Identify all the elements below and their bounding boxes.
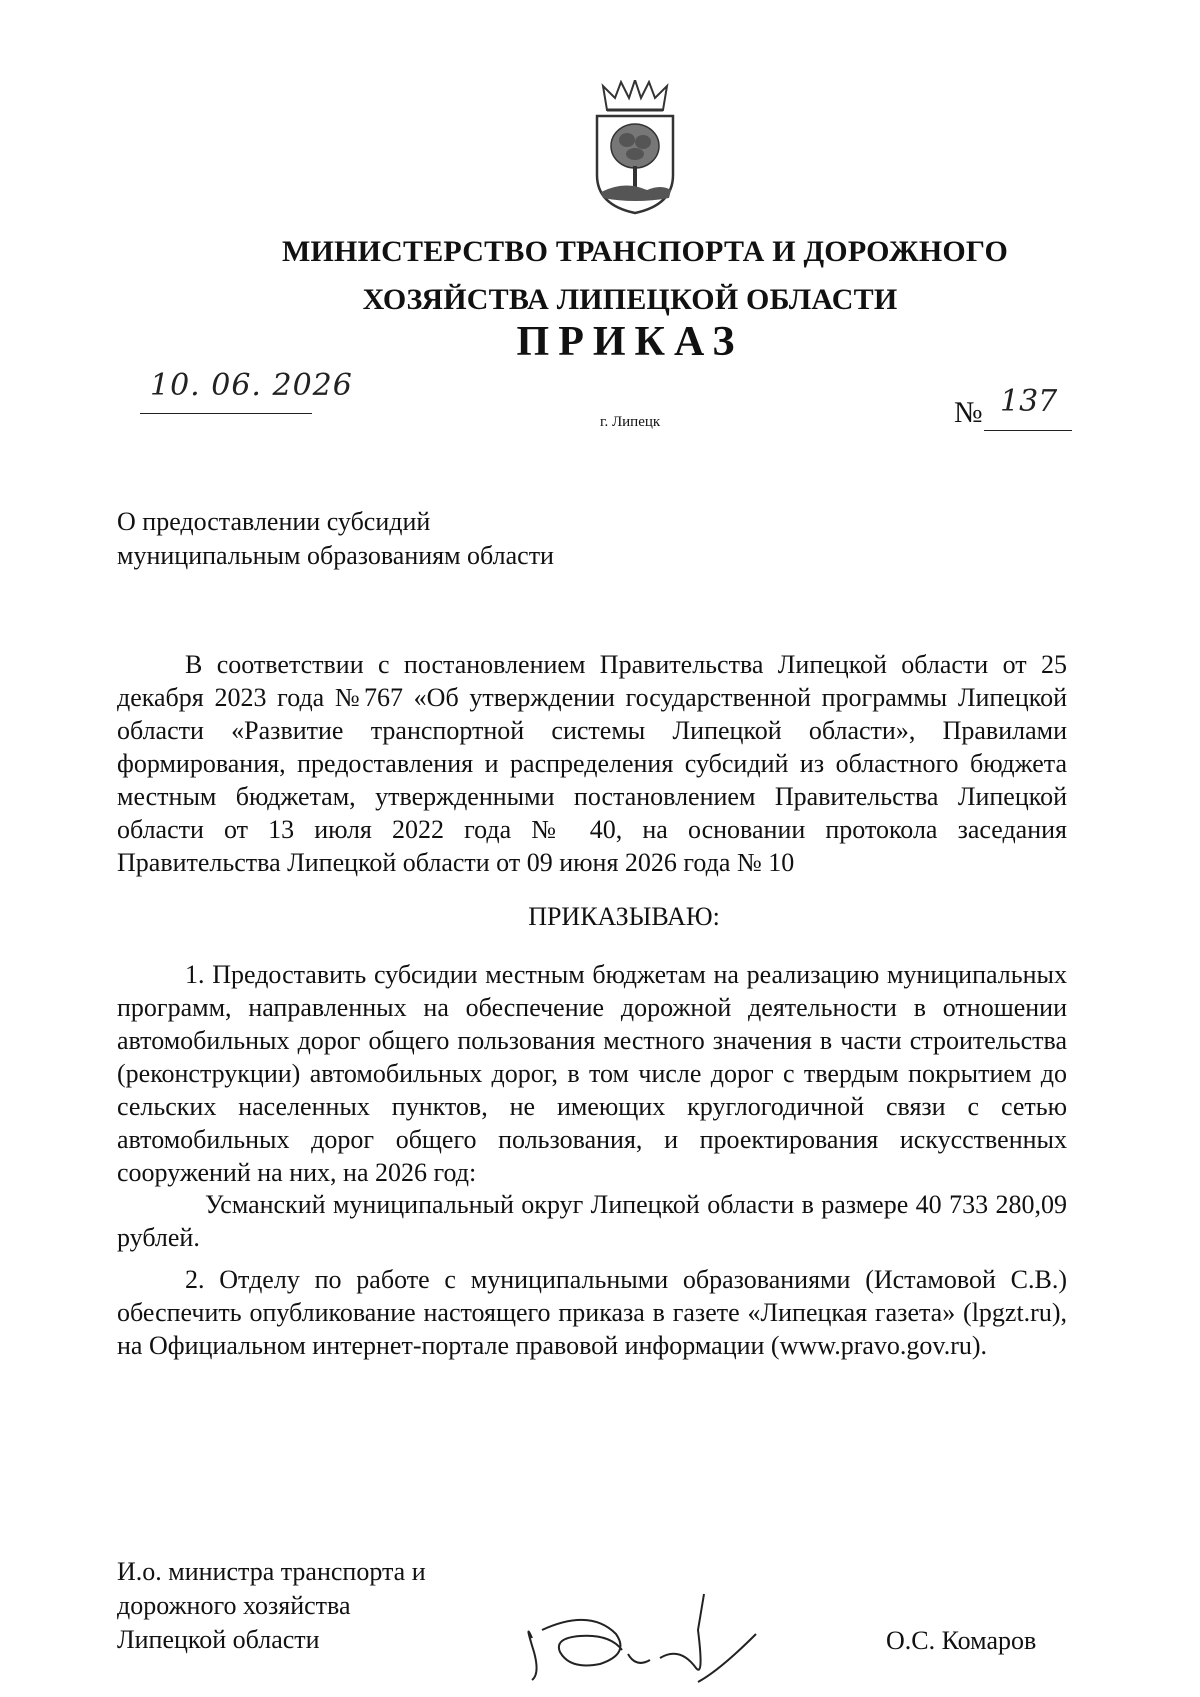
- handwritten-order-number: 137: [1000, 384, 1058, 419]
- order-item-1: 1. Предоставить субсидии местным бюджетам на реализацию муниципальных программ, направленных на обеспечение дорожной деятельности в отношении автомобильных дорог общего пользования местного значения в части строительства (реконструкции) автомобильных дорог, в том числе дорог с твердым покрытием до сельских населенных пунктов, не имеющих круглогодичной связи с сетью автомобильных дорог общего пользования, и проектирования искусственных сооружений на них, на 2026 год:: [117, 960, 1067, 1187]
- signatory-name: О.С. Комаров: [886, 1626, 1037, 1655]
- order-item-2: 2. Отделу по работе с муниципальными образованиями (Истамовой С.В.) обеспечить опубликование настоящего приказа в газете «Липецкая газета» (lpgzt.ru), на Официальном интернет-портале правовой информации (www.pravo.gov.ru).: [117, 1265, 1067, 1360]
- coat-of-arms-emblem: [585, 80, 685, 215]
- date-underline: [140, 413, 312, 414]
- ministry-name-line-1: МИНИСТЕРСТВО ТРАНСПОРТА И ДОРОЖНОГО: [282, 235, 1008, 268]
- handwritten-signature: [520, 1590, 800, 1690]
- city-label: г. Липецк: [600, 414, 661, 430]
- signatory-title-line-1: И.о. министра транспорта и: [117, 1557, 426, 1586]
- number-underline: [984, 430, 1072, 431]
- signatory-title-line-3: Липецкой области: [117, 1625, 320, 1654]
- subject-line-1: О предоставлении субсидий: [117, 507, 431, 536]
- subject-line-2: муниципальным образованиям области: [117, 541, 554, 570]
- order-subject: [117, 505, 554, 573]
- subsidy-distribution-line: Усманский муниципальный округ Липецкой области в размере 40 733 280,09 рублей.: [117, 1190, 1067, 1252]
- signatory-title: [117, 1555, 426, 1657]
- ministry-name-line-2: ХОЗЯЙСТВА ЛИПЕЦКОЙ ОБЛАСТИ: [362, 283, 898, 316]
- decree-heading: ПРИКАЗЫВАЮ:: [528, 902, 720, 931]
- signatory-title-line-2: дорожного хозяйства: [117, 1591, 351, 1620]
- number-sign: №: [954, 396, 983, 429]
- document-type-title: ПРИКАЗ: [516, 319, 744, 365]
- preamble-paragraph: В соответствии с постановлением Правительства Липецкой области от 25 декабря 2023 года №767 «Об утверждении государственной программы Липецкой области «Развитие транспортной системы Липецкой области», Правилами формирования, предоставления и распределения субсидий из областного бюджета местным бюджетам, утвержденными постановлением Правительства Липецкой области от 13 июля 2022 года № 40, на основании протокола заседания Правительства Липецкой области от 09 июня 2026 года № 10: [117, 650, 1067, 877]
- handwritten-date: 10. 06. 2026: [150, 368, 353, 403]
